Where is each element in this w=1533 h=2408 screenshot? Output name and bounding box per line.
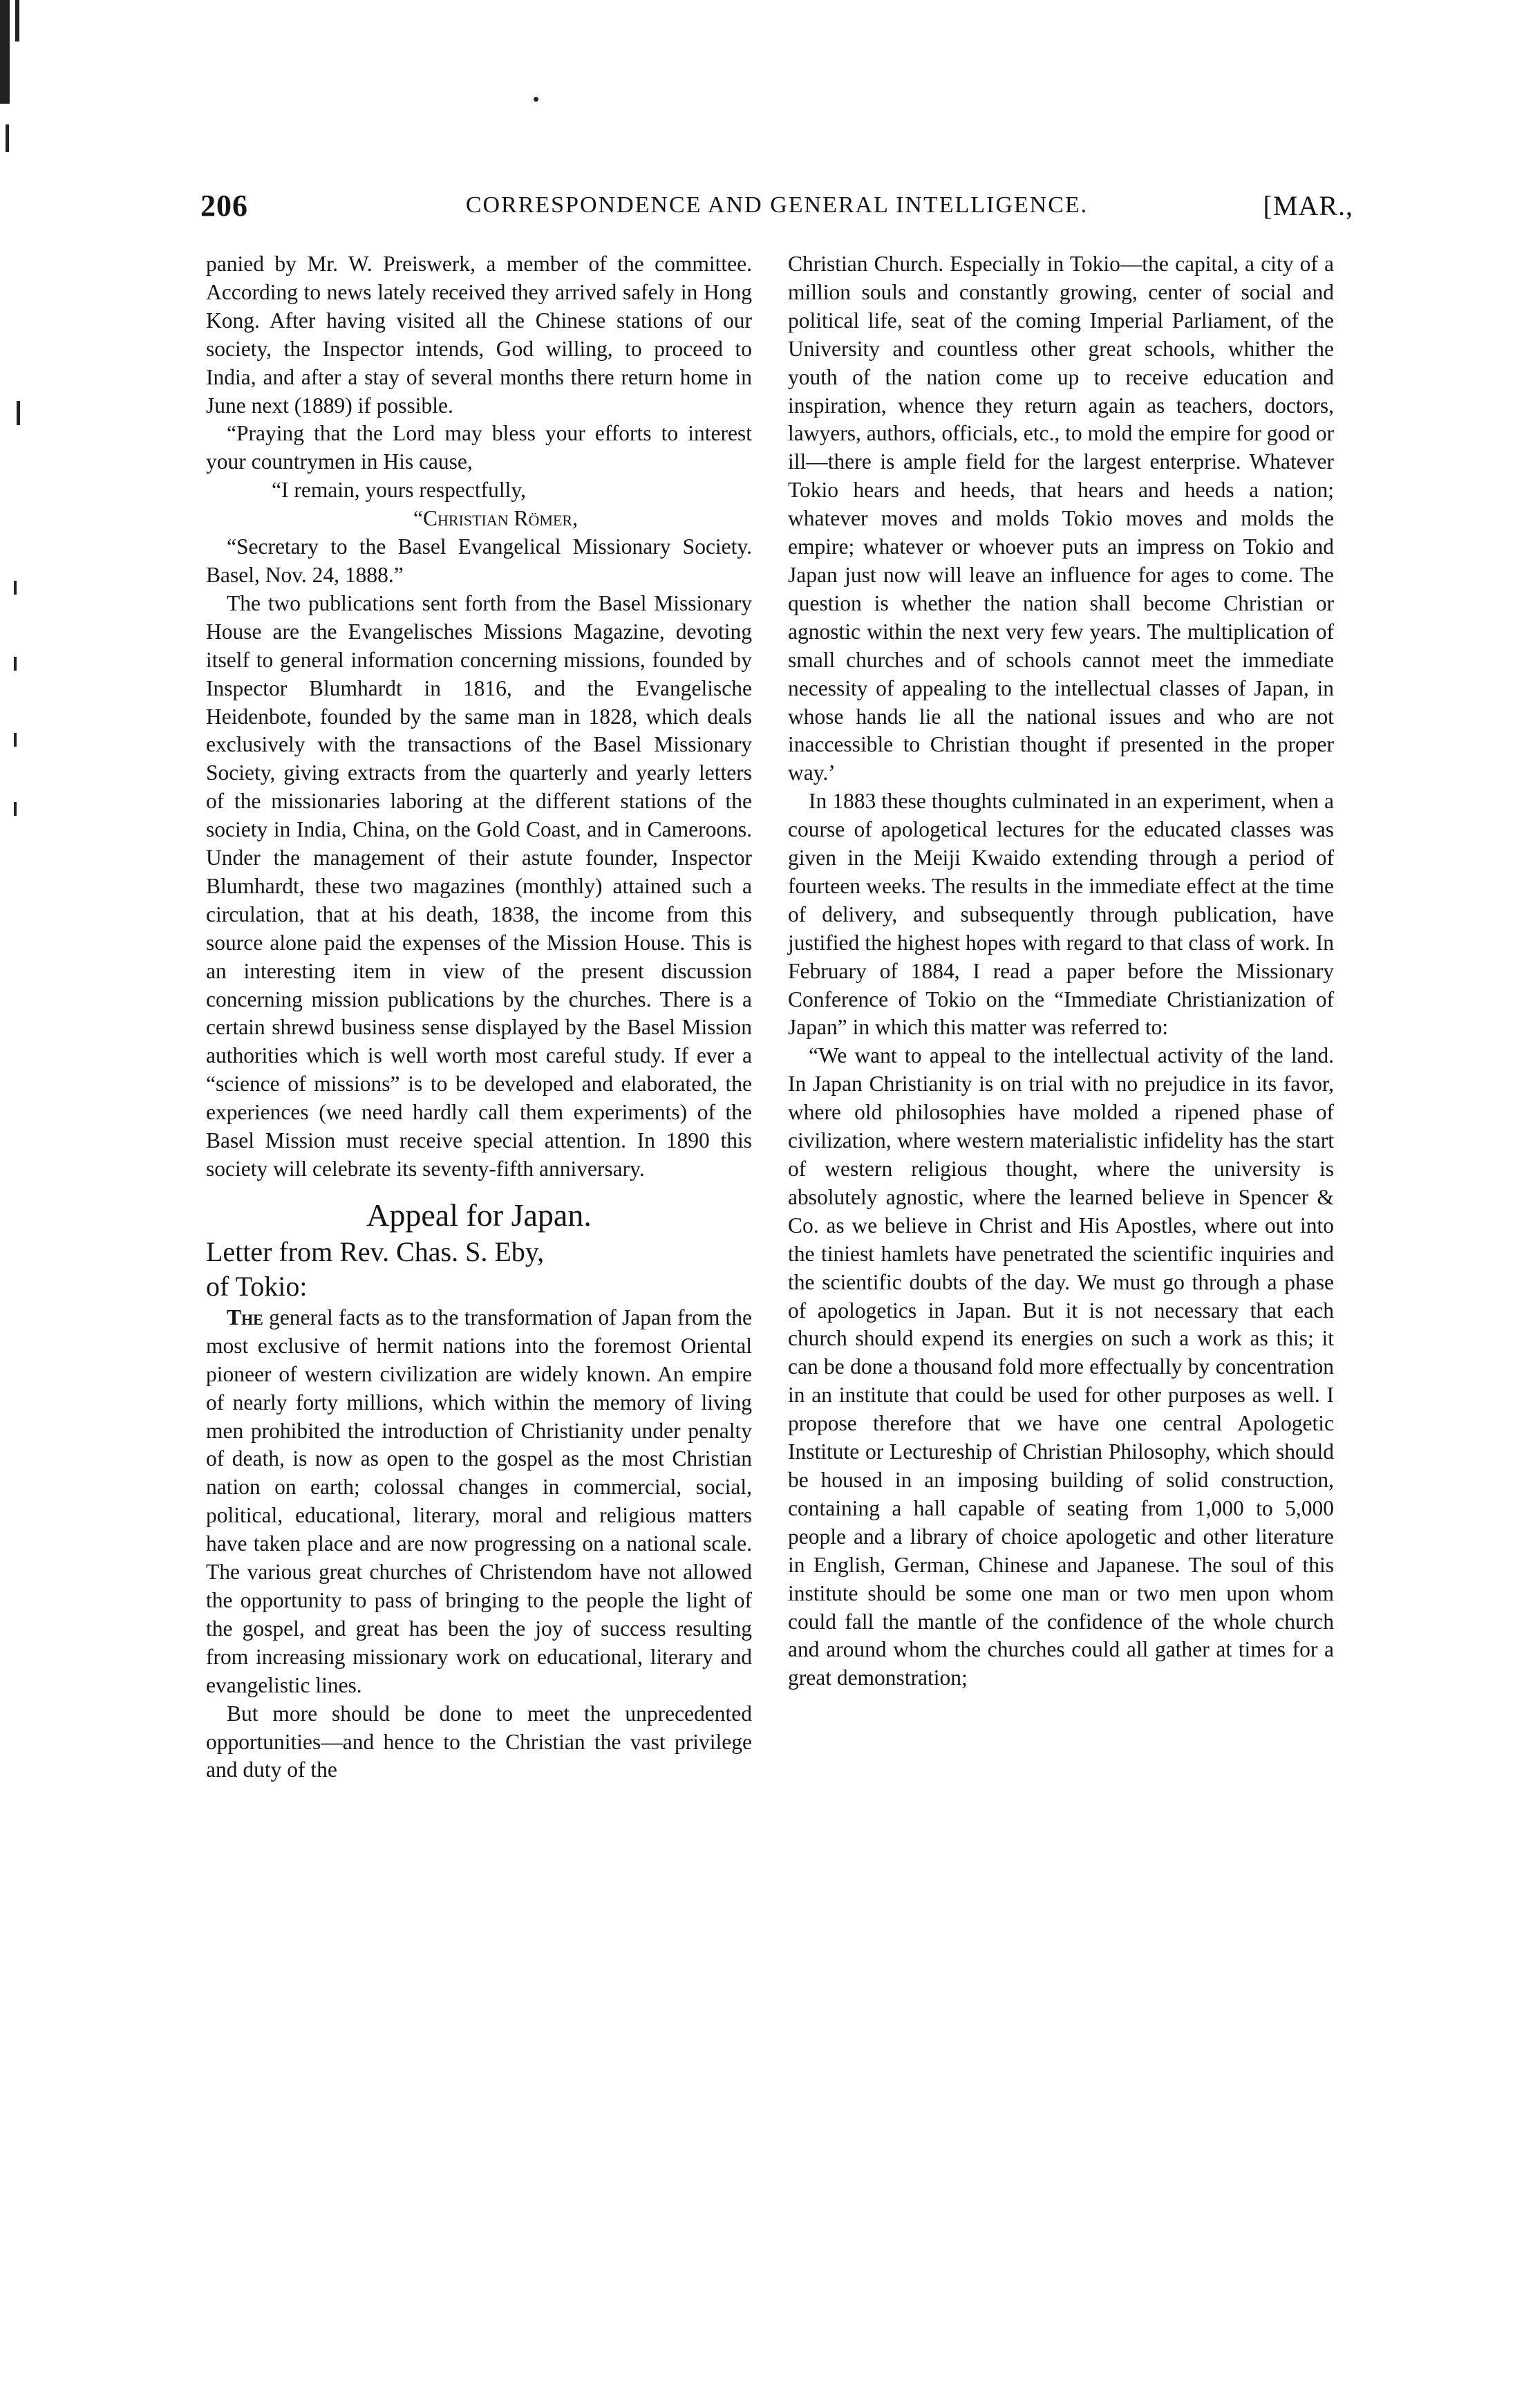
scan-edge-mark <box>17 401 20 425</box>
scan-edge-mark <box>14 733 17 747</box>
issue-date-mark: [MAR., <box>1263 190 1353 221</box>
running-title: CORRESPONDENCE AND GENERAL INTELLIGENCE. <box>465 192 1089 218</box>
scan-edge-mark <box>0 0 10 104</box>
paragraph: But more should be done to meet the unprecedented opportunities—and hence to the Christian the vast privilege and duty of the <box>206 1701 752 1782</box>
paragraph: The two publications sent forth from the Basel Missionary House are the Evangelisches Missions Magazine, devoting itself to general information concerning missions, founded by Inspector Blumhardt in 1816, and the Evangelische Heidenbote, founded by the same man in 1828, which deals exclusively with the transactions of the Basel Missionary Society, giving extracts from the quarterly and yearly letters of the missionaries laboring at the different stations of the society in India, China, on the Gold Coast, and in Cameroons. Under the management of their astute founder, Inspector Blumhardt, these two magazines (monthly) attained such a circulation, that at his death, 1838, the income from this source alone paid the expenses of the Mission House. This is an interesting item in view of the present discussion concerning mission publications by the churches. There is a certain shrewd business sense displayed by the Basel Mission authorities which is well worth most careful study. If ever a “science of missions” is to be developed and elaborated, the experiences (we need hardly call them experiments) of the Basel Mission must receive special attention. In 1890 this society will celebrate its seventy-fifth anniversary. <box>206 590 752 1181</box>
left-column <box>206 250 752 1784</box>
quoted-paragraph: “We want to appeal to the intellectual activity of the land. In Japan Christianity is on trial with no prejudice in its favor, where old philosophies have molded a ripened phase of civilization, where western materialistic infidelity has the start of western religious thought, where the university is absolutely agnostic, where the learned believe in Spencer & Co. as we believe in Christ and His Apostles, where out into the tiniest hamlets have penetrated the scientific inquiries and the scientific doubts of the day. We must go through a phase of apologetics in Japan. But it is not necessary that each church should expend its energies on such a work as this; it can be done a thousand fold more effectually by concentration in an institute that could be used for other purposes as well. I propose therefore that we have one central Apologetic Institute or Lectureship of Christian Philosophy, which should be housed in an imposing building of solid construction, containing a hall capable of seating from 1,000 to 5,000 people and a library of choice apologetic and other literature in English, German, Chinese and Japanese. The soul of this institute should be some one man or two men upon whom could fall the mantle of the confidence of the whole church and around whom the churches could all gather at times for a great demonstration; <box>788 1043 1334 1690</box>
lead-word: The <box>227 1305 263 1329</box>
scan-edge-mark <box>14 802 17 816</box>
paragraph-text: general facts as to the transformation of Japan from the most exclusive of hermit nations into the foremost Oriental pioneer of western civilization are widely known. An empire of nearly forty millions, which within the memory of living men prohibited the introduction of Christianity under penalty of death, is now as open to the gospel as the most Christian nation on earth; colossal changes in commercial, social, political, educational, literary, moral and religious matters have taken place and are now progressing on a national scale. The various great churches of Christendom have not allowed the opportunity to pass of bringing to the people the light of the gospel, and great has been the joy of success resulting from increasing missionary work on educational, literary and evangelistic lines. <box>206 1305 752 1697</box>
letter-heading: Letter from Rev. Chas. S. Eby, <box>206 1235 545 1267</box>
paragraph: panied by Mr. W. Preiswerk, a member of the committee. According to news lately received they arrived safely in Hong Kong. After having visited all the Chinese stations of our society, the Inspector intends, God willing, to proceed to India, and after a stay of several months there return home in June next (1889) if possible. <box>206 252 752 418</box>
signature-name: “Christian Römer, <box>413 506 578 531</box>
scan-edge-mark <box>534 97 538 102</box>
paragraph: In 1883 these thoughts culminated in an experiment, when a course of apologetical lectures for the educated classes was given in the Meiji Kwaido extending through a period of fourteen weeks. The results in the immediate effect at the time of delivery, and subsequently through publication, have justified the highest hopes with regard to that class of work. In February of 1884, I read a paper before the Missionary Conference of Tokio on the “Immediate Christianization of Japan” in which this matter was referred to: <box>788 789 1334 1040</box>
scan-edge-mark <box>14 581 17 595</box>
paragraph: Christian Church. Especially in Tokio—the capital, a city of a million souls and constantly growing, center of social and political life, seat of the coming Imperial Parliament, of the University and countless other great schools, whither the youth of the nation come up to receive education and inspiration, whence they return again as teachers, doctors, lawyers, authors, officials, etc., to mold the empire for good or ill—there is ample field for the largest enterprise. Whatever Tokio hears and heeds, that hears and heeds a nation; whatever moves and molds Tokio moves and molds the empire; whatever or whoever puts an impress on Tokio and Japan just now will leave an influence for ages to come. The question is whether the nation shall become Christian or agnostic within the next very few years. The multiplication of small churches and of schools cannot meet the immediate necessity of appealing to the intellectual classes of Japan, in whose hands lie all the national issues and who are not inaccessible to Christian thought if presented in the proper way.’ <box>788 252 1334 785</box>
signoff-line: “I remain, yours respectfully, <box>272 478 526 503</box>
page-number: 206 <box>200 189 248 223</box>
letter-heading-continued: of Tokio: <box>206 1270 308 1302</box>
scan-edge-mark <box>14 657 17 671</box>
page-header <box>200 188 1353 227</box>
scan-edge-mark <box>6 124 9 152</box>
signature-title: “Secretary to the Basel Evangelical Missionary Society. Basel, Nov. 24, 1888.” <box>206 534 752 587</box>
scan-edge-mark <box>15 0 19 41</box>
paragraph <box>206 1304 752 1700</box>
right-column <box>788 250 1334 1692</box>
paragraph: “Praying that the Lord may bless your efforts to interest your countrymen in His cause, <box>206 421 752 474</box>
section-title: Appeal for Japan. <box>366 1197 592 1233</box>
